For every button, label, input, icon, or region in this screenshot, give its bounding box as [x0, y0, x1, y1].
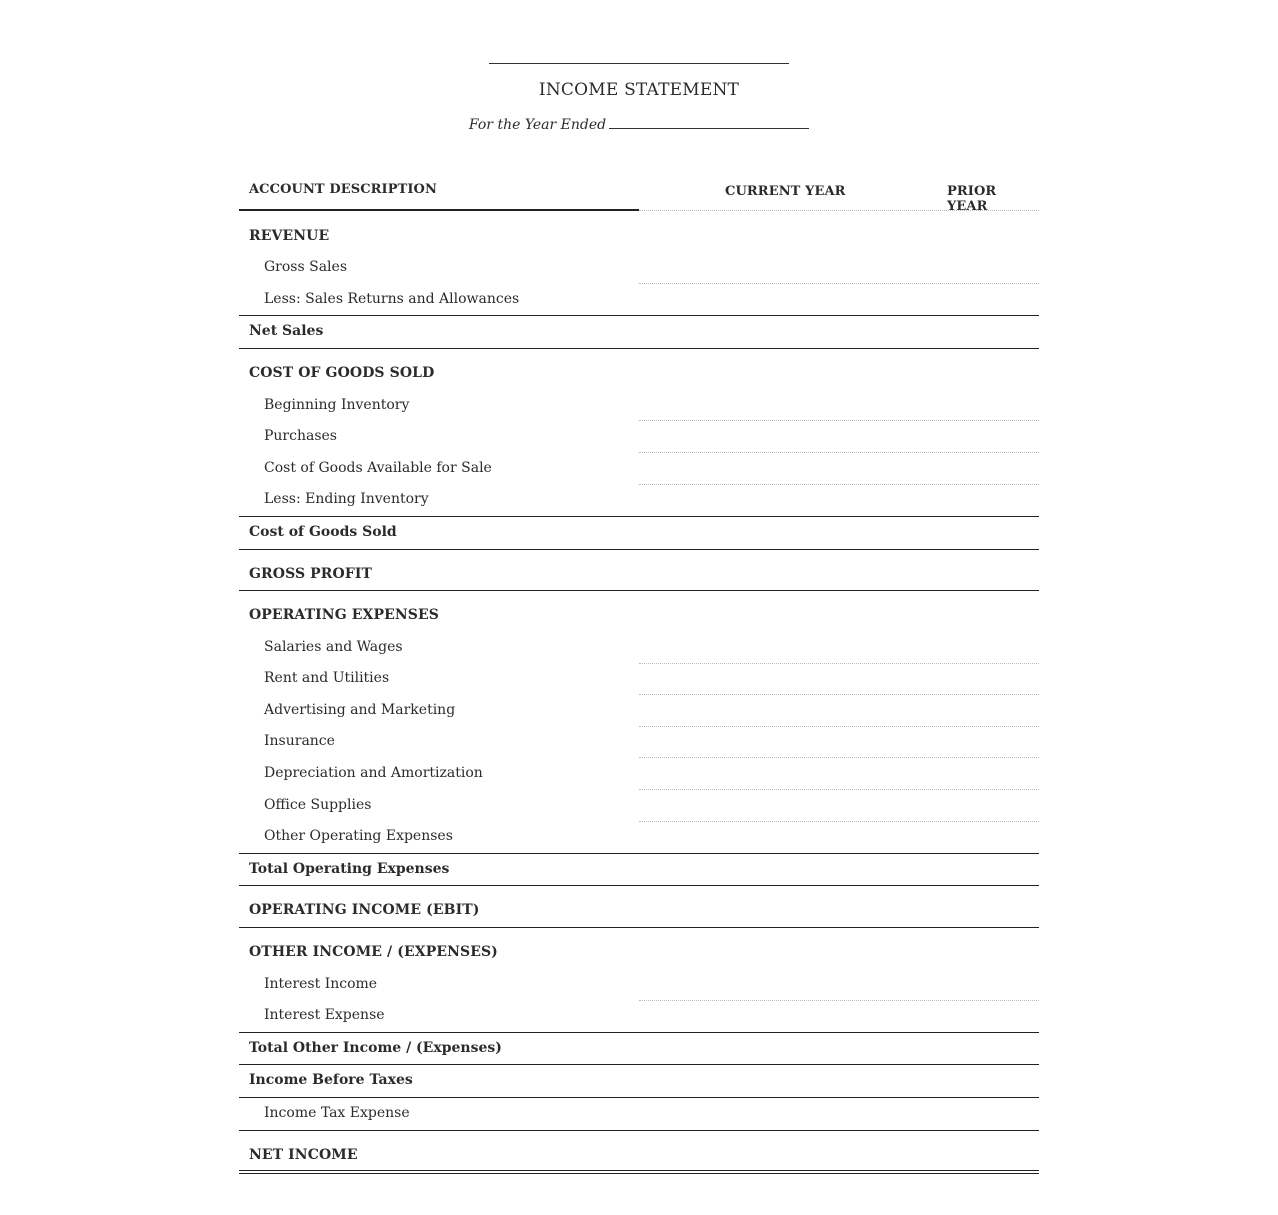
amount-entry-line	[639, 663, 1039, 664]
amount-entry-line	[639, 283, 1039, 284]
subtotal-rule	[239, 1032, 1039, 1033]
income-statement-form	[239, 0, 1039, 1215]
total-rule	[239, 1064, 1039, 1065]
line-item-label: Insurance	[264, 733, 335, 749]
line-item-label: Other Operating Expenses	[264, 828, 453, 844]
page-title: INCOME STATEMENT	[538, 80, 740, 100]
section-heading-label: OTHER INCOME / (EXPENSES)	[249, 944, 498, 960]
line-item-label: Less: Sales Returns and Allowances	[264, 291, 520, 307]
total-rule	[239, 348, 1039, 349]
line-item-label: Advertising and Marketing	[264, 702, 456, 718]
line-item-label: Interest Expense	[264, 1007, 385, 1023]
total-label: Total Operating Expenses	[249, 861, 450, 877]
amount-entry-line	[639, 726, 1039, 727]
subtotal-rule	[239, 315, 1039, 316]
line-item-label: Salaries and Wages	[264, 639, 403, 655]
section-heading-label: OPERATING EXPENSES	[249, 607, 439, 623]
section-heading-label: COST OF GOODS SOLD	[249, 365, 435, 381]
period-date-blank	[609, 116, 809, 129]
total-rule	[239, 1097, 1039, 1098]
amount-entry-line	[639, 821, 1039, 822]
net-income-double-rule	[239, 1170, 1039, 1174]
line-item-label: Depreciation and Amortization	[264, 765, 483, 781]
amount-entry-line	[639, 1000, 1039, 1001]
period-label: For the Year Ended	[468, 117, 607, 133]
line-item-label: Cost of Goods Available for Sale	[264, 460, 492, 476]
total-rule	[239, 590, 1039, 591]
amount-entry-line	[639, 789, 1039, 790]
line-item-label: Rent and Utilities	[264, 670, 390, 686]
section-heading-label: REVENUE	[249, 228, 330, 244]
amount-entry-line	[639, 694, 1039, 695]
amount-entry-line	[639, 420, 1039, 421]
amount-entry-line	[639, 757, 1039, 758]
amount-entry-line	[639, 484, 1039, 485]
column-header-description: ACCOUNT DESCRIPTION	[249, 182, 437, 197]
total-label: Net Sales	[249, 323, 324, 339]
column-header-prior-year: PRIOR YEAR	[947, 184, 997, 214]
amount-entry-line	[639, 452, 1039, 453]
operating-income-label: OPERATING INCOME (EBIT)	[249, 902, 480, 918]
total-label: Total Other Income / (Expenses)	[249, 1040, 502, 1056]
header-rule	[239, 209, 639, 211]
line-item-label: Less: Ending Inventory	[264, 491, 429, 507]
total-rule	[239, 1130, 1039, 1131]
column-header-current-year: CURRENT YEAR	[725, 184, 846, 199]
header-amount-rule	[639, 210, 1039, 211]
gross-profit-label: GROSS PROFIT	[249, 566, 373, 582]
total-rule	[239, 549, 1039, 550]
income-tax-label: Income Tax Expense	[264, 1105, 410, 1121]
income-before-taxes-label: Income Before Taxes	[249, 1072, 413, 1088]
line-item-label: Interest Income	[264, 976, 378, 992]
total-label: Cost of Goods Sold	[249, 524, 397, 540]
subtotal-rule	[239, 516, 1039, 517]
line-item-label: Office Supplies	[264, 797, 372, 813]
subtotal-rule	[239, 853, 1039, 854]
line-item-label: Beginning Inventory	[264, 397, 410, 413]
net-income-label: NET INCOME	[249, 1147, 358, 1163]
company-name-blank	[489, 63, 789, 64]
period-line	[239, 116, 1039, 133]
total-rule	[239, 927, 1039, 928]
line-item-label: Gross Sales	[264, 259, 348, 275]
total-rule	[239, 885, 1039, 886]
line-item-label: Purchases	[264, 428, 337, 444]
